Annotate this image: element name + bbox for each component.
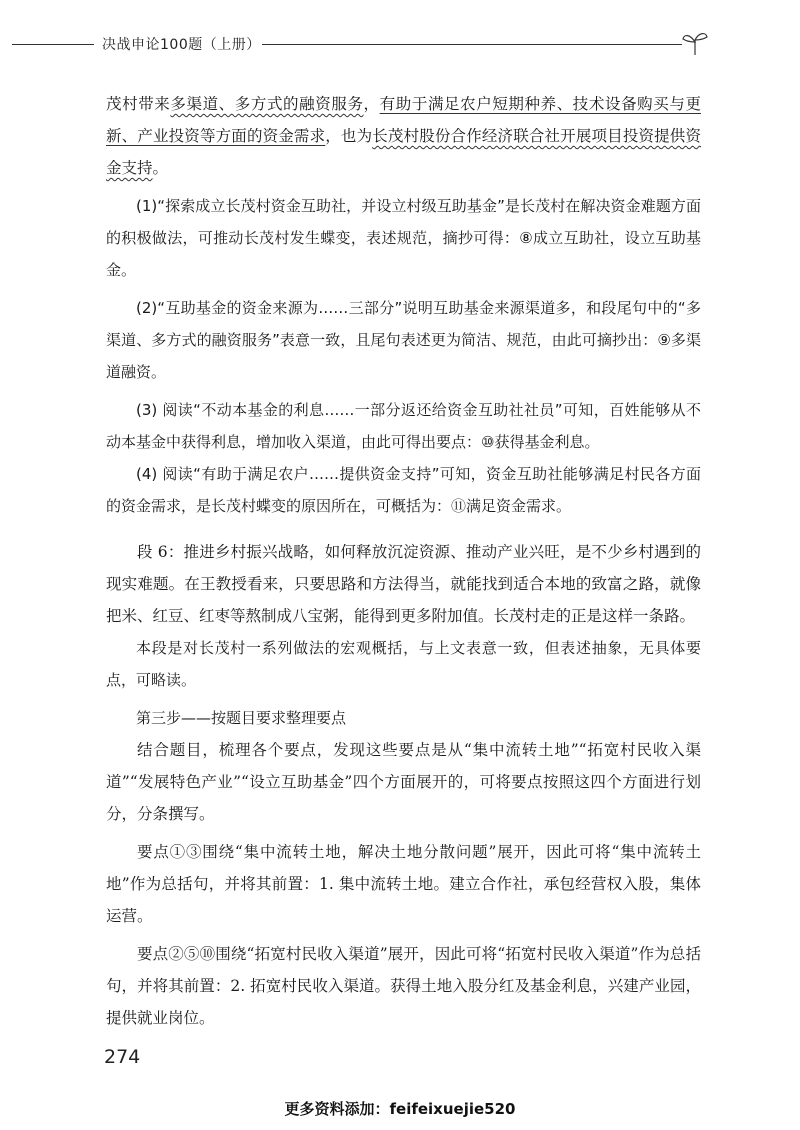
running-header (0, 30, 800, 60)
text-run: ， (363, 95, 380, 113)
step-3-paragraph: 结合题目，梳理各个要点，发现这些要点是从“集中流转土地”“拓宽村民收入渠道”“发展特色产业”“设立互助基金”四个方面展开的，可将要点按照这四个方面进行划分，分条撰写。 (106, 741, 701, 823)
step-3-paragraph: 要点①③围绕“集中流转土地，解决土地分散问题”展开，因此可将“集中流转土地”作为总括句，并将其前置：1. 集中流转土地。建立合作社，承包经营权入股，集体运营。 (106, 843, 701, 925)
sprout-icon (680, 30, 710, 56)
text-run: 段 6：推进乡村振兴战略，如何释放沉淀资源、推动产业兴旺，是不少乡村遇到的现实难题。在王教授看来，只要思路和方法得当，就能找到适合本地的致富之路，就像把米、红豆、红枣等熬制成八宝粥，能得到更多附加值。 (106, 543, 701, 625)
paragraph-6-note: 本段是对长茂村一系列做法的宏观概括，与上文表意一致，但表述抽象，无具体要点，可略读。 (106, 639, 701, 689)
wavy-underlined-phrase: 长茂村股份合作经济联合社开展项目投资提供资金支持 (106, 127, 701, 177)
underlined-phrase: 有助于满足农户短期种养、技术设备购买与更新、产业投资等方面的资金需求 (106, 95, 701, 145)
text-run: ，也为 (325, 127, 373, 145)
page-body (106, 88, 701, 1034)
analysis-item: (2)“互助基金的资金来源为……三部分”说明互助基金来源渠道多，和段尾句中的“多渠道、多方式的融资服务”表意一致，且尾句表述更为简洁、规范，由此可摘抄出：⑨多渠道融资。 (106, 299, 701, 381)
header-rule-right (262, 44, 682, 45)
step-3-paragraph: 要点②⑤⑩围绕“拓宽村民收入渠道”展开，因此可将“拓宽村民收入渠道”作为总括句，并将其前置：2. 拓宽村民收入渠道。获得土地入股分红及基金利息，兴建产业园，提供就业岗位。 (106, 945, 701, 1027)
analysis-item: (1)“探索成立长茂村资金互助社，并设立村级互助基金”是长茂村在解决资金难题方面的积极做法，可推动长茂村发生蝶变，表述规范，摘抄可得：⑧成立互助社，设立互助基金。 (106, 197, 701, 279)
step-3-heading: 第三步——按题目要求整理要点 (136, 709, 347, 727)
text-run: 长茂村走的正是这样一条路。 (493, 607, 696, 625)
text-run: 。 (152, 159, 169, 177)
header-title: 决战申论100题（上册） (102, 37, 261, 53)
page-number: 274 (104, 1046, 141, 1068)
wavy-underlined-phrase: 多渠道、多方式的融资服务 (170, 95, 364, 113)
source-paragraph-6 (106, 536, 701, 632)
footer-watermark-text: 更多资料添加：feifeixuejie520 (284, 1100, 516, 1118)
header-rule-left (12, 44, 94, 45)
paragraph-continued (106, 88, 701, 184)
analysis-item: (4) 阅读“有助于满足农户……提供资金支持”可知，资金互助社能够满足村民各方面的资金需求，是长茂村蝶变的原因所在，可概括为：⑪满足资金需求。 (106, 465, 701, 515)
analysis-item: (3) 阅读“不动本基金的利息……一部分返还给资金互助社社员”可知，百姓能够从不动本基金中获得利息，增加收入渠道，由此可得出要点：⑩获得基金利息。 (106, 401, 701, 451)
text-run: 茂村带来 (106, 95, 171, 113)
